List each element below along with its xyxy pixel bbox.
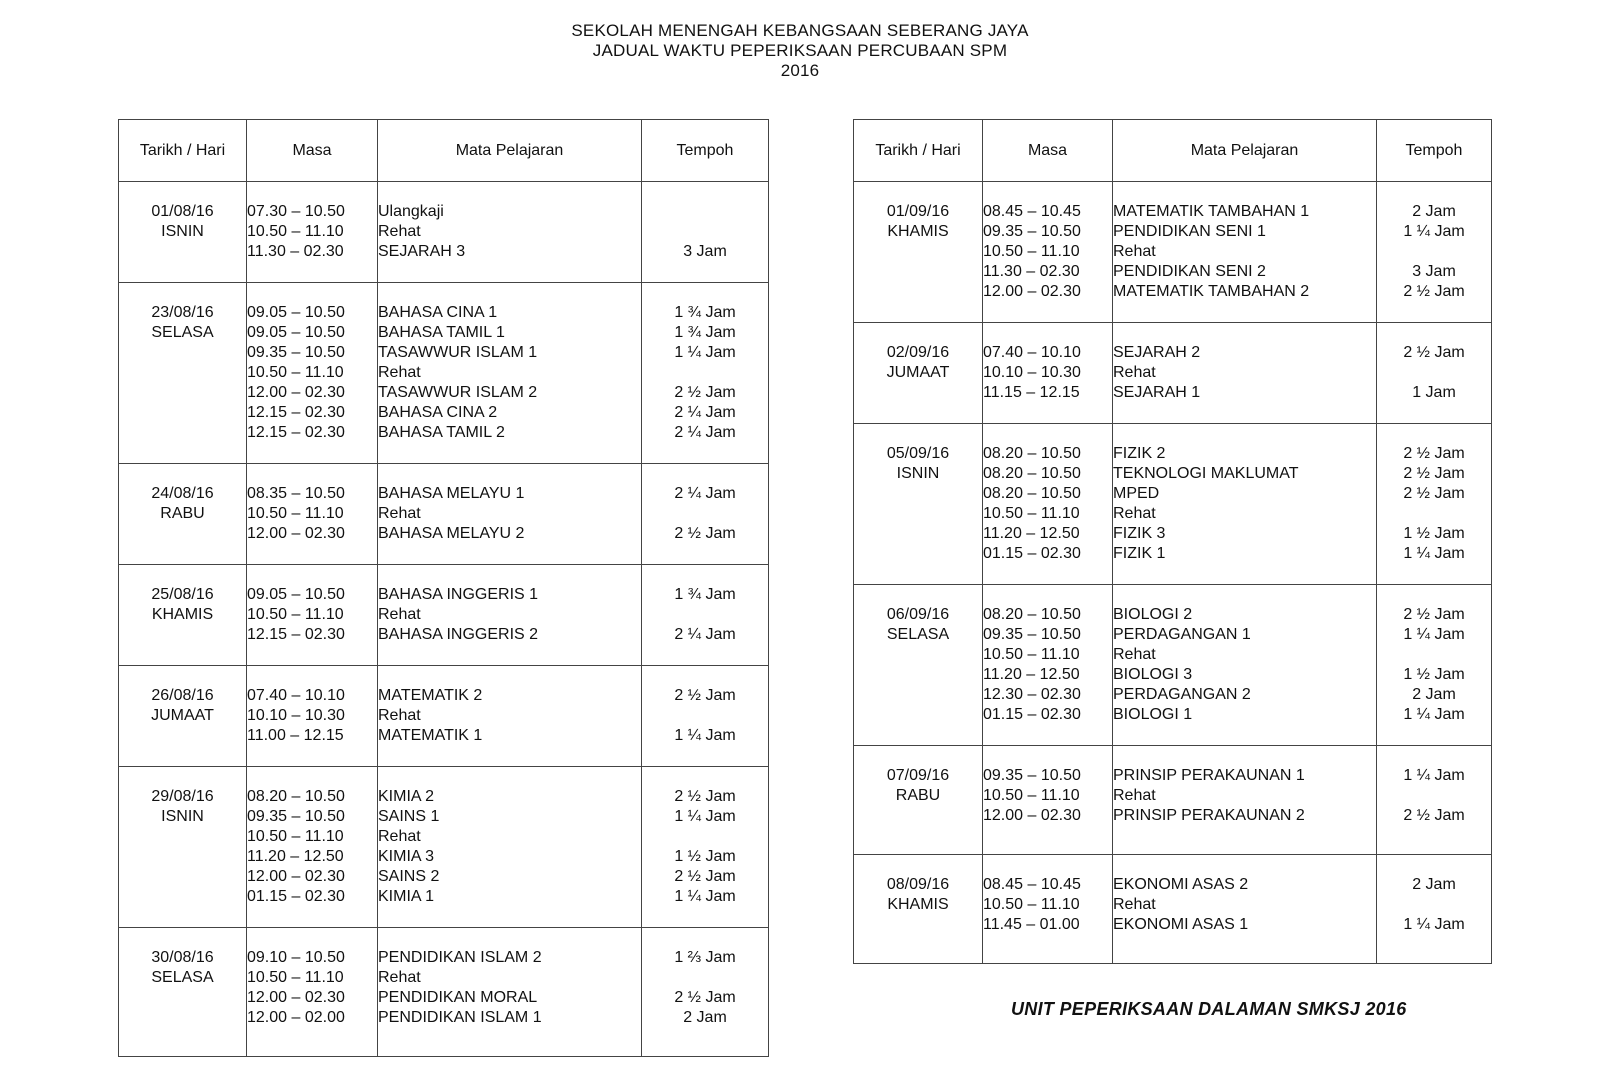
session-time: 11.30 – 02.30 bbox=[247, 243, 344, 260]
table-row bbox=[119, 565, 769, 666]
session-time: 10.50 – 11.10 bbox=[247, 828, 344, 845]
session-subject: PERDAGANGAN 1 bbox=[1113, 626, 1251, 643]
schedule-body bbox=[854, 182, 1492, 964]
session-duration: 1 ¼ Jam bbox=[674, 344, 736, 361]
session-duration: 1 ¼ Jam bbox=[1403, 767, 1465, 784]
exam-date: 02/09/16 bbox=[886, 344, 950, 361]
exam-day: SELASA bbox=[151, 324, 214, 341]
exam-day: KHAMIS bbox=[887, 223, 949, 240]
exam-date: 01/08/16 bbox=[151, 203, 214, 220]
column-header-duration: Tempoh bbox=[1377, 120, 1492, 182]
table-row bbox=[119, 767, 769, 928]
date-cell bbox=[854, 182, 983, 323]
session-time: 12.00 – 02.30 bbox=[983, 283, 1081, 300]
table-row bbox=[854, 323, 1492, 424]
time-cell bbox=[247, 182, 378, 283]
session-subject: SEJARAH 2 bbox=[1113, 344, 1201, 361]
time-cell bbox=[247, 666, 378, 767]
session-time: 10.50 – 11.10 bbox=[983, 787, 1080, 804]
session-subject: Rehat bbox=[378, 828, 421, 845]
session-time: 11.15 – 12.15 bbox=[983, 384, 1080, 401]
session-subject: Rehat bbox=[1113, 787, 1156, 804]
session-duration: 2 ¼ Jam bbox=[674, 485, 736, 502]
session-time: 11.20 – 12.50 bbox=[247, 848, 344, 865]
session-duration: 2 Jam bbox=[683, 1009, 727, 1026]
session-time: 12.15 – 02.30 bbox=[247, 404, 345, 421]
session-subject: Rehat bbox=[1113, 243, 1156, 260]
column-header-duration: Tempoh bbox=[642, 120, 769, 182]
session-time: 01.15 – 02.30 bbox=[983, 706, 1081, 723]
session-subject: Rehat bbox=[378, 364, 421, 381]
duration-cell bbox=[642, 464, 769, 565]
session-duration: 1 ¼ Jam bbox=[674, 888, 736, 905]
duration-cell bbox=[1377, 424, 1492, 585]
session-subject: BAHASA CINA 2 bbox=[378, 404, 498, 421]
session-duration: 2 ½ Jam bbox=[1403, 606, 1465, 623]
date-cell bbox=[854, 323, 983, 424]
session-subject: MATEMATIK TAMBAHAN 2 bbox=[1113, 283, 1310, 300]
exam-date: 01/09/16 bbox=[886, 203, 950, 220]
session-time: 12.00 – 02.30 bbox=[983, 807, 1081, 824]
session-duration bbox=[1377, 645, 1491, 665]
session-time: 09.35 – 10.50 bbox=[983, 767, 1081, 784]
session-subject: PENDIDIKAN SENI 2 bbox=[1113, 263, 1266, 280]
session-time: 09.35 – 10.50 bbox=[247, 808, 345, 825]
session-duration: 1 Jam bbox=[1412, 384, 1456, 401]
session-duration: 2 ¼ Jam bbox=[674, 626, 736, 643]
session-time: 11.45 – 01.00 bbox=[983, 916, 1080, 933]
column-header-subject: Mata Pelajaran bbox=[1113, 120, 1377, 182]
session-time: 08.20 – 10.50 bbox=[983, 485, 1081, 502]
duration-cell bbox=[642, 767, 769, 928]
session-subject: Rehat bbox=[378, 969, 421, 986]
session-subject: BAHASA CINA 1 bbox=[378, 304, 498, 321]
session-duration: 1 ¾ Jam bbox=[674, 304, 736, 321]
session-subject: BAHASA TAMIL 2 bbox=[378, 424, 505, 441]
table-row bbox=[854, 424, 1492, 585]
session-subject: BIOLOGI 1 bbox=[1113, 706, 1193, 723]
session-time: 08.45 – 10.45 bbox=[983, 203, 1081, 220]
session-time: 10.50 – 11.10 bbox=[983, 646, 1080, 663]
session-time: 07.40 – 10.10 bbox=[983, 344, 1081, 361]
session-duration bbox=[1377, 504, 1491, 524]
session-subject: PENDIDIKAN ISLAM 1 bbox=[378, 1009, 542, 1026]
duration-cell bbox=[1377, 855, 1492, 964]
session-subject: FIZIK 1 bbox=[1113, 545, 1166, 562]
session-time: 08.20 – 10.50 bbox=[983, 465, 1081, 482]
session-duration bbox=[642, 968, 768, 988]
session-duration bbox=[1377, 363, 1491, 383]
session-time: 10.50 – 11.10 bbox=[983, 243, 1080, 260]
session-duration: 2 ¼ Jam bbox=[674, 424, 736, 441]
session-time: 12.00 – 02.30 bbox=[247, 384, 345, 401]
session-duration: 2 ½ Jam bbox=[1403, 807, 1465, 824]
duration-cell bbox=[642, 666, 769, 767]
exam-date: 26/08/16 bbox=[151, 687, 214, 704]
date-cell bbox=[119, 565, 247, 666]
session-subject: SAINS 1 bbox=[378, 808, 440, 825]
session-duration: 1 ¼ Jam bbox=[1403, 916, 1465, 933]
table-row bbox=[854, 855, 1492, 964]
session-subject: SEJARAH 3 bbox=[378, 243, 466, 260]
session-time: 07.40 – 10.10 bbox=[247, 687, 345, 704]
table-row bbox=[854, 182, 1492, 323]
session-duration bbox=[642, 363, 768, 383]
time-cell bbox=[247, 767, 378, 928]
exam-day: JUMAAT bbox=[886, 364, 950, 381]
column-header-subject: Mata Pelajaran bbox=[378, 120, 642, 182]
time-cell bbox=[983, 182, 1113, 323]
session-time: 11.20 – 12.50 bbox=[983, 666, 1080, 683]
table-row bbox=[119, 928, 769, 1057]
session-duration: 2 ½ Jam bbox=[674, 788, 736, 805]
date-cell bbox=[854, 746, 983, 855]
exam-day: SELASA bbox=[151, 969, 214, 986]
schedule-table-september bbox=[853, 119, 1492, 964]
duration-cell bbox=[642, 565, 769, 666]
time-cell bbox=[983, 585, 1113, 746]
session-duration: 2 ¼ Jam bbox=[674, 404, 736, 421]
session-duration: 3 Jam bbox=[683, 243, 727, 260]
subject-cell bbox=[378, 283, 642, 464]
session-duration: 2 ½ Jam bbox=[674, 384, 736, 401]
session-subject: FIZIK 3 bbox=[1113, 525, 1166, 542]
session-duration: 1 ½ Jam bbox=[1403, 525, 1465, 542]
exam-day: ISNIN bbox=[161, 808, 204, 825]
date-cell bbox=[119, 767, 247, 928]
session-duration: 3 Jam bbox=[1412, 263, 1456, 280]
session-duration: 2 ½ Jam bbox=[674, 989, 736, 1006]
table-header-row bbox=[119, 120, 769, 182]
session-time: 11.20 – 12.50 bbox=[983, 525, 1080, 542]
duration-cell bbox=[1377, 323, 1492, 424]
session-subject: Rehat bbox=[1113, 646, 1156, 663]
session-subject: Rehat bbox=[378, 223, 421, 240]
time-cell bbox=[247, 928, 378, 1057]
session-time: 12.00 – 02.30 bbox=[247, 525, 345, 542]
time-cell bbox=[983, 855, 1113, 964]
time-cell bbox=[983, 323, 1113, 424]
session-time: 01.15 – 02.30 bbox=[983, 545, 1081, 562]
session-subject: KIMIA 2 bbox=[378, 788, 435, 805]
session-time: 12.15 – 02.30 bbox=[247, 424, 345, 441]
session-duration: 1 ¼ Jam bbox=[1403, 626, 1465, 643]
session-time: 10.50 – 11.10 bbox=[247, 364, 344, 381]
subject-cell bbox=[378, 464, 642, 565]
school-name: SEKOLAH MENENGAH KEBANGSAAN SEBERANG JAYA bbox=[571, 21, 1029, 40]
session-duration: 2 Jam bbox=[1412, 876, 1456, 893]
session-duration: 2 ½ Jam bbox=[1403, 485, 1465, 502]
session-time: 09.05 – 10.50 bbox=[247, 324, 345, 341]
time-cell bbox=[983, 424, 1113, 585]
session-duration bbox=[642, 222, 768, 242]
footer-unit-label: UNIT PEPERIKSAAN DALAMAN SMKSJ 2016 bbox=[1011, 999, 1407, 1019]
session-subject: Rehat bbox=[1113, 505, 1156, 522]
exam-day: ISNIN bbox=[896, 465, 940, 482]
session-time: 08.20 – 10.50 bbox=[983, 445, 1081, 462]
session-duration: 1 ¾ Jam bbox=[674, 586, 736, 603]
session-subject: PENDIDIKAN ISLAM 2 bbox=[378, 949, 542, 966]
session-subject: MATEMATIK 2 bbox=[378, 687, 483, 704]
session-subject: MATEMATIK 1 bbox=[378, 727, 483, 744]
date-cell bbox=[854, 585, 983, 746]
session-time: 10.50 – 11.10 bbox=[247, 505, 344, 522]
session-time: 10.10 – 10.30 bbox=[983, 364, 1081, 381]
subject-cell bbox=[378, 565, 642, 666]
date-cell bbox=[854, 855, 983, 964]
session-duration: 2 ½ Jam bbox=[1403, 465, 1465, 482]
session-subject: PENDIDIKAN SENI 1 bbox=[1113, 223, 1266, 240]
session-subject: BAHASA MELAYU 2 bbox=[378, 525, 525, 542]
session-subject: TEKNOLOGI MAKLUMAT bbox=[1113, 465, 1299, 482]
column-header-time: Masa bbox=[983, 120, 1113, 182]
session-duration bbox=[642, 504, 768, 524]
exam-day: KHAMIS bbox=[151, 606, 214, 623]
session-time: 10.10 – 10.30 bbox=[247, 707, 345, 724]
session-time: 09.35 – 10.50 bbox=[983, 223, 1081, 240]
table-row bbox=[119, 283, 769, 464]
subject-cell bbox=[1113, 746, 1377, 855]
session-duration: 1 ¼ Jam bbox=[1403, 706, 1465, 723]
session-subject: SAINS 2 bbox=[378, 868, 440, 885]
session-subject: BAHASA INGGERIS 2 bbox=[378, 626, 539, 643]
session-time: 07.30 – 10.50 bbox=[247, 203, 345, 220]
subject-cell bbox=[1113, 855, 1377, 964]
session-time: 10.50 – 11.10 bbox=[247, 969, 344, 986]
column-header-date: Tarikh / Hari bbox=[854, 120, 983, 182]
time-cell bbox=[983, 746, 1113, 855]
subject-cell bbox=[1113, 182, 1377, 323]
time-cell bbox=[247, 283, 378, 464]
session-time: 09.10 – 10.50 bbox=[247, 949, 345, 966]
session-time: 08.20 – 10.50 bbox=[983, 606, 1081, 623]
session-subject: Rehat bbox=[1113, 896, 1156, 913]
session-time: 12.15 – 02.30 bbox=[247, 626, 345, 643]
session-subject: Rehat bbox=[1113, 364, 1156, 381]
session-duration: 2 ½ Jam bbox=[674, 868, 736, 885]
session-duration: 1 ¼ Jam bbox=[674, 727, 736, 744]
schedule-body bbox=[119, 182, 769, 1057]
session-time: 11.00 – 12.15 bbox=[247, 727, 344, 744]
exam-date: 05/09/16 bbox=[886, 445, 950, 462]
session-duration bbox=[642, 827, 768, 847]
table-row bbox=[854, 746, 1492, 855]
session-time: 09.35 – 10.50 bbox=[247, 344, 345, 361]
subject-cell bbox=[378, 666, 642, 767]
session-time: 10.50 – 11.10 bbox=[983, 896, 1080, 913]
exam-day: KHAMIS bbox=[887, 896, 949, 913]
session-subject: BIOLOGI 3 bbox=[1113, 666, 1193, 683]
subject-cell bbox=[1113, 424, 1377, 585]
duration-cell bbox=[1377, 182, 1492, 323]
session-duration: 2 ½ Jam bbox=[674, 525, 736, 542]
session-subject: BAHASA TAMIL 1 bbox=[378, 324, 505, 341]
date-cell bbox=[119, 928, 247, 1057]
session-subject: SEJARAH 1 bbox=[1113, 384, 1201, 401]
session-duration: 1 ¼ Jam bbox=[674, 808, 736, 825]
column-header-date: Tarikh / Hari bbox=[119, 120, 247, 182]
session-subject: PENDIDIKAN MORAL bbox=[378, 989, 538, 1006]
exam-day: RABU bbox=[895, 787, 941, 804]
session-duration bbox=[1377, 242, 1491, 262]
duration-cell bbox=[1377, 746, 1492, 855]
table-row bbox=[854, 585, 1492, 746]
table-row bbox=[119, 464, 769, 565]
subject-cell bbox=[1113, 585, 1377, 746]
session-subject: Rehat bbox=[378, 707, 421, 724]
session-subject: Rehat bbox=[378, 606, 421, 623]
date-cell bbox=[119, 464, 247, 565]
session-duration: 1 ¼ Jam bbox=[1403, 545, 1465, 562]
exam-date: 30/08/16 bbox=[151, 949, 214, 966]
session-duration bbox=[642, 706, 768, 726]
session-duration bbox=[1377, 786, 1491, 806]
date-cell bbox=[854, 424, 983, 585]
session-time: 08.45 – 10.45 bbox=[983, 876, 1081, 893]
session-time: 01.15 – 02.30 bbox=[247, 888, 345, 905]
subject-cell bbox=[378, 928, 642, 1057]
session-subject: FIZIK 2 bbox=[1113, 445, 1166, 462]
session-time: 10.50 – 11.10 bbox=[247, 606, 344, 623]
session-time: 09.35 – 10.50 bbox=[983, 626, 1081, 643]
session-time: 12.00 – 02.00 bbox=[247, 1009, 345, 1026]
exam-date: 29/08/16 bbox=[151, 788, 214, 805]
exam-day: SELASA bbox=[886, 626, 950, 643]
time-cell bbox=[247, 464, 378, 565]
exam-day: JUMAAT bbox=[151, 707, 214, 724]
session-time: 10.50 – 11.10 bbox=[983, 505, 1080, 522]
table-row bbox=[119, 182, 769, 283]
exam-day: ISNIN bbox=[161, 223, 204, 240]
session-subject: PRINSIP PERAKAUNAN 2 bbox=[1113, 807, 1305, 824]
session-duration: 2 ½ Jam bbox=[674, 687, 736, 704]
session-duration: 1 ½ Jam bbox=[1403, 666, 1465, 683]
exam-date: 08/09/16 bbox=[886, 876, 950, 893]
session-subject: TASAWWUR ISLAM 2 bbox=[378, 384, 538, 401]
session-duration bbox=[642, 202, 768, 222]
session-duration: 1 ½ Jam bbox=[674, 848, 736, 865]
duration-cell bbox=[1377, 585, 1492, 746]
session-duration bbox=[1377, 895, 1491, 915]
session-duration bbox=[642, 605, 768, 625]
exam-date: 23/08/16 bbox=[151, 304, 214, 321]
session-duration: 2 ½ Jam bbox=[1403, 344, 1465, 361]
table-row bbox=[119, 666, 769, 767]
session-duration: 1 ¼ Jam bbox=[1403, 223, 1465, 240]
session-subject: KIMIA 1 bbox=[378, 888, 435, 905]
date-cell bbox=[119, 182, 247, 283]
session-subject: EKONOMI ASAS 1 bbox=[1113, 916, 1249, 933]
session-time: 12.00 – 02.30 bbox=[247, 989, 345, 1006]
session-time: 11.30 – 02.30 bbox=[983, 263, 1080, 280]
session-duration: 1 ⅔ Jam bbox=[674, 949, 736, 966]
date-cell bbox=[119, 283, 247, 464]
session-subject: BIOLOGI 2 bbox=[1113, 606, 1193, 623]
duration-cell bbox=[642, 182, 769, 283]
session-duration: 1 ¾ Jam bbox=[674, 324, 736, 341]
document-title: JADUAL WAKTU PEPERIKSAAN PERCUBAAN SPM bbox=[592, 41, 1008, 60]
time-cell bbox=[247, 565, 378, 666]
session-time: 08.20 – 10.50 bbox=[247, 788, 345, 805]
session-duration: 2 ½ Jam bbox=[1403, 283, 1465, 300]
session-subject: MATEMATIK TAMBAHAN 1 bbox=[1113, 203, 1310, 220]
session-subject: BAHASA MELAYU 1 bbox=[378, 485, 525, 502]
session-subject: Rehat bbox=[378, 505, 421, 522]
session-time: 10.50 – 11.10 bbox=[247, 223, 344, 240]
session-subject: BAHASA INGGERIS 1 bbox=[378, 586, 539, 603]
exam-date: 06/09/16 bbox=[886, 606, 950, 623]
document-year: 2016 bbox=[780, 61, 820, 80]
subject-cell bbox=[1113, 323, 1377, 424]
session-subject: EKONOMI ASAS 2 bbox=[1113, 876, 1249, 893]
session-time: 08.35 – 10.50 bbox=[247, 485, 345, 502]
session-subject: MPED bbox=[1113, 485, 1160, 502]
session-duration: 2 ½ Jam bbox=[1403, 445, 1465, 462]
exam-date: 25/08/16 bbox=[151, 586, 214, 603]
table-header-row bbox=[854, 120, 1492, 182]
session-subject: Ulangkaji bbox=[378, 203, 444, 220]
exam-date: 07/09/16 bbox=[886, 767, 950, 784]
exam-day: RABU bbox=[160, 505, 205, 522]
subject-cell bbox=[378, 182, 642, 283]
session-duration: 2 Jam bbox=[1412, 203, 1456, 220]
subject-cell bbox=[378, 767, 642, 928]
duration-cell bbox=[642, 283, 769, 464]
session-subject: TASAWWUR ISLAM 1 bbox=[378, 344, 538, 361]
schedule-table-august bbox=[118, 119, 769, 1057]
duration-cell bbox=[642, 928, 769, 1057]
session-time: 12.30 – 02.30 bbox=[983, 686, 1081, 703]
session-duration: 2 Jam bbox=[1412, 686, 1456, 703]
session-time: 12.00 – 02.30 bbox=[247, 868, 345, 885]
session-subject: KIMIA 3 bbox=[378, 848, 435, 865]
exam-date: 24/08/16 bbox=[151, 485, 214, 502]
session-subject: PERDAGANGAN 2 bbox=[1113, 686, 1251, 703]
document-header bbox=[0, 21, 1600, 81]
session-time: 09.05 – 10.50 bbox=[247, 304, 345, 321]
column-header-time: Masa bbox=[247, 120, 378, 182]
session-subject: PRINSIP PERAKAUNAN 1 bbox=[1113, 767, 1305, 784]
date-cell bbox=[119, 666, 247, 767]
session-time: 09.05 – 10.50 bbox=[247, 586, 345, 603]
